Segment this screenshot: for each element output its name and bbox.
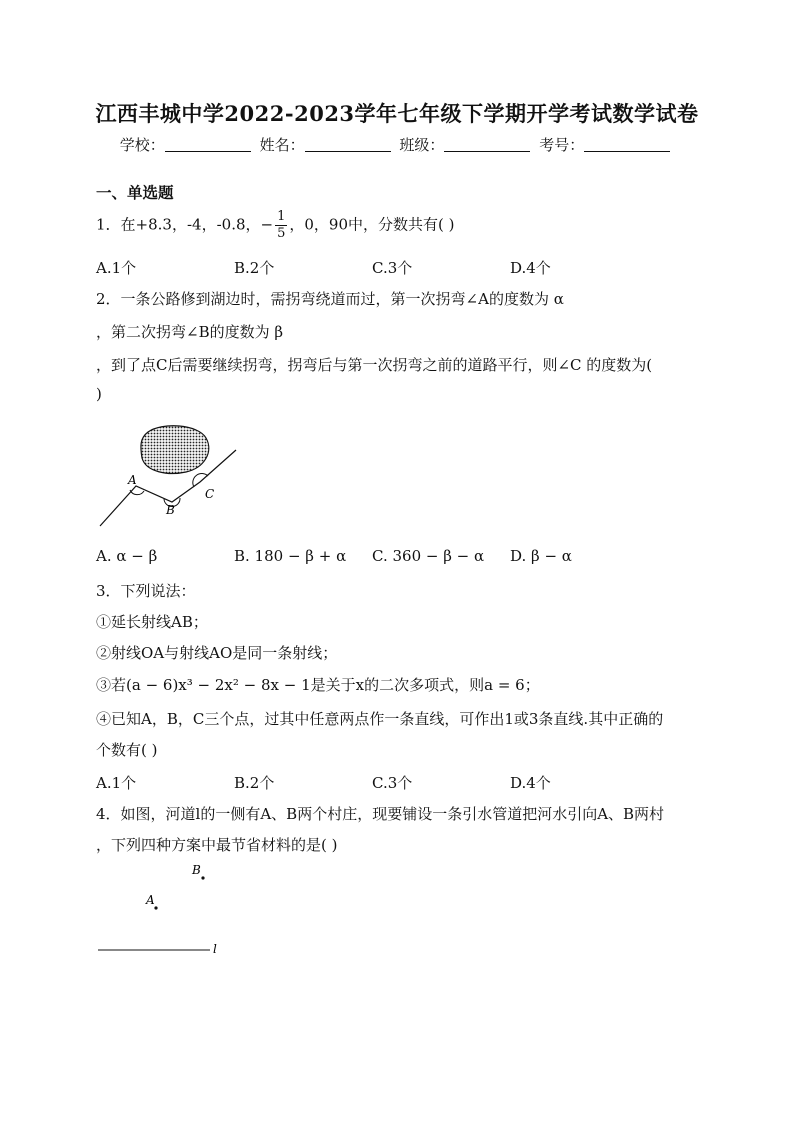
student-info-line (0, 134, 794, 155)
village-a-label: A (146, 893, 155, 907)
lake-shape (141, 426, 209, 474)
q3-statement-3: ③若(a − 6)x³ − 2x² − 8x − 1是关于x的二次多项式，则a = 6； (96, 676, 540, 694)
q2-option-d[interactable]: D. β − α (510, 547, 572, 565)
q4-village-figure (90, 858, 230, 958)
q2-option-a[interactable]: A. α − β (96, 547, 158, 565)
field-name-blank[interactable] (305, 137, 391, 152)
label-a: A (128, 473, 137, 487)
q1-fraction-numerator: 1 (277, 209, 286, 224)
q2-road-figure (90, 420, 250, 532)
field-school-blank[interactable] (165, 137, 251, 152)
q3-statement-2: ②射线OA与射线AO是同一条射线； (96, 644, 338, 662)
q1-option-b[interactable]: B.2个 (234, 259, 275, 277)
field-class-blank[interactable] (444, 137, 530, 152)
field-id-label: 考号： (539, 136, 585, 154)
field-id-blank[interactable] (584, 137, 670, 152)
field-name-label: 姓名： (259, 136, 305, 154)
q3-option-a[interactable]: A.1个 (96, 774, 137, 792)
river-label: l (213, 942, 217, 956)
paper-title: 江西丰城中学2022-2023学年七年级下学期开学考试数学试卷 (95, 101, 699, 126)
q3-option-d[interactable]: D.4个 (510, 774, 551, 792)
q3-line-1: 3．下列说法： (96, 582, 196, 600)
field-class-label: 班级： (399, 136, 445, 154)
q4-line-1: 4．如图，河道l的一侧有A、B两个村庄，现要铺设一条引水管道把河水引向A、B两村 (96, 805, 665, 823)
q1-text-before: 1．在+8.3，-4，-0.8，− (96, 215, 274, 234)
q1-option-d[interactable]: D.4个 (510, 259, 551, 277)
q3-statement-4-cont: 个数有( ) (96, 741, 158, 759)
q2-line-1: 2．一条公路修到湖边时，需拐弯绕道而过，第一次拐弯∠A的度数为 α (96, 290, 564, 308)
q1-fraction-denominator: 5 (277, 226, 286, 241)
q3-option-b[interactable]: B.2个 (234, 774, 275, 792)
q2-line-2: ，第二次拐弯∠B的度数为 β (96, 323, 284, 341)
village-b-label: B (192, 863, 201, 877)
q2-line-3: ，到了点C后需要继续拐弯，拐弯后与第一次拐弯之前的道路平行，则∠C 的度数为( (96, 356, 653, 374)
village-a-point (154, 906, 157, 909)
question-1-stem (96, 209, 454, 242)
q3-statement-4: ④已知A，B，C三个点，过其中任意两点作一条直线，可作出1或3条直线.其中正确的 (96, 710, 664, 728)
field-school-label: 学校： (119, 136, 165, 154)
q3-statement-1: ①延长射线AB； (96, 613, 208, 631)
q2-option-b[interactable]: B. 180 − β + α (234, 547, 347, 565)
q2-line-4: ) (96, 385, 102, 403)
label-c: C (205, 487, 215, 501)
section-heading: 一、单选题 (96, 183, 174, 202)
q3-option-c[interactable]: C.3个 (372, 774, 413, 792)
q1-fraction (275, 209, 287, 242)
q4-line-2: ，下列四种方案中最节省材料的是( ) (96, 836, 338, 854)
q1-option-a[interactable]: A.1个 (96, 259, 137, 277)
label-b: B (166, 503, 175, 517)
q1-option-c[interactable]: C.3个 (372, 259, 413, 277)
village-b-point (201, 876, 204, 879)
q1-text-after: ，0，90中，分数共有( ) (289, 215, 455, 234)
q2-option-c[interactable]: C. 360 − β − α (372, 547, 485, 565)
